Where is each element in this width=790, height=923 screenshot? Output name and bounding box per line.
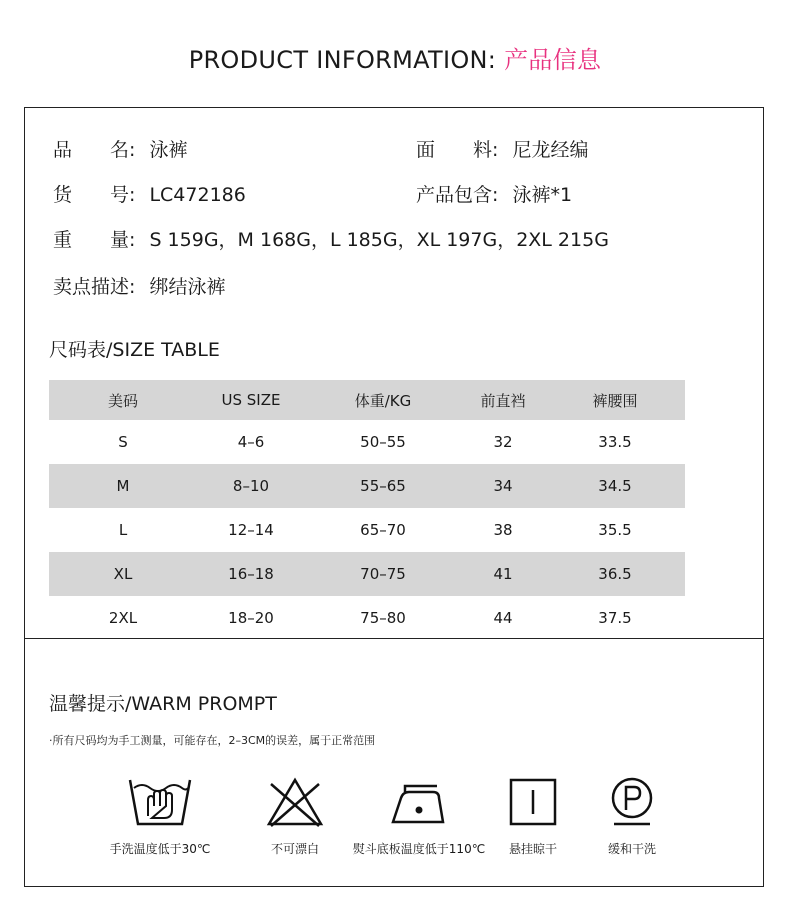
table-row [49, 420, 685, 464]
info-name [53, 138, 187, 162]
cell: 8–10 [232, 477, 270, 495]
selling-label: 卖点描述: [53, 276, 136, 298]
col-rise: 前直裆 [480, 391, 526, 410]
care-hang-dry [493, 776, 573, 857]
care-label: 缓和干洗 [607, 842, 656, 856]
care-hand-wash [100, 776, 220, 857]
cell: 16–18 [228, 565, 274, 583]
sku-label: 货 号: [53, 184, 136, 206]
page-title [0, 40, 790, 75]
fabric-label: 面 料: [416, 139, 499, 161]
cell: 34 [493, 477, 513, 495]
table-row [49, 508, 685, 552]
contents-value: 泳裤*1 [512, 184, 573, 206]
fabric-value: 尼龙经编 [512, 139, 589, 161]
cell: 33.5 [598, 433, 632, 451]
hang-dry-icon [507, 776, 559, 828]
selling-value: 绑结泳裤 [149, 276, 226, 298]
cell: 18–20 [228, 609, 274, 627]
care-label: 熨斗底板温度低于110℃ [352, 842, 486, 856]
cell: 70–75 [360, 565, 406, 583]
care-label: 不可漂白 [270, 842, 319, 856]
table-row [49, 464, 685, 508]
cell: L [118, 521, 128, 539]
col-us-size: US SIZE [221, 391, 281, 409]
cell: 36.5 [598, 565, 632, 583]
info-fabric [416, 138, 588, 162]
info-sku [53, 183, 246, 207]
care-no-bleach [240, 776, 350, 857]
dry-clean-p-icon [606, 776, 658, 828]
cell: M [116, 477, 130, 495]
name-label: 品 名: [53, 139, 136, 161]
col-us-code: 美码 [107, 391, 138, 410]
cell: 34.5 [598, 477, 632, 495]
cell: 44 [493, 609, 513, 627]
cell: 41 [493, 565, 513, 583]
iron-low-icon [389, 776, 449, 828]
cell: 35.5 [598, 521, 632, 539]
cell: 4–6 [237, 433, 265, 451]
care-label: 悬挂晾干 [508, 842, 557, 856]
cell: XL [113, 565, 133, 583]
cell: 75–80 [360, 609, 406, 627]
cell: 37.5 [598, 609, 632, 627]
cell: 12–14 [228, 521, 274, 539]
weight-label: 重 量: [53, 229, 136, 251]
care-iron [344, 776, 494, 857]
info-weight [53, 228, 609, 252]
cell: 32 [493, 433, 513, 451]
warm-prompt-heading: 温馨提示/WARM PROMPT [49, 693, 277, 715]
hand-wash-icon [128, 776, 192, 828]
title-cn: 产品信息 [504, 46, 602, 74]
size-table [49, 380, 685, 640]
cell: S [118, 433, 128, 451]
col-waist: 裤腰围 [592, 391, 638, 410]
info-contents [416, 183, 572, 207]
care-label: 手洗温度低于30℃ [109, 842, 211, 856]
care-dry-clean [592, 776, 672, 857]
name-value: 泳裤 [149, 139, 188, 161]
no-bleach-icon [265, 776, 325, 828]
table-row [49, 552, 685, 596]
info-selling [53, 275, 225, 299]
table-row [49, 596, 685, 640]
table-header-row [49, 380, 685, 420]
contents-label: 产品包含: [416, 184, 499, 206]
sku-value: LC472186 [149, 184, 246, 206]
cell: 50–55 [360, 433, 406, 451]
size-table-heading: 尺码表/SIZE TABLE [49, 339, 220, 361]
title-en: PRODUCT INFORMATION: [188, 46, 497, 74]
cell: 55–65 [360, 477, 406, 495]
measurement-note: ·所有尺码均为手工测量，可能存在，2–3CM的误差，属于正常范围 [49, 734, 376, 747]
col-weight: 体重/KG [354, 391, 412, 410]
cell: 2XL [108, 609, 138, 627]
cell: 38 [493, 521, 513, 539]
weight-value: S 159G，M 168G，L 185G，XL 197G，2XL 215G [149, 229, 609, 251]
cell: 65–70 [360, 521, 406, 539]
